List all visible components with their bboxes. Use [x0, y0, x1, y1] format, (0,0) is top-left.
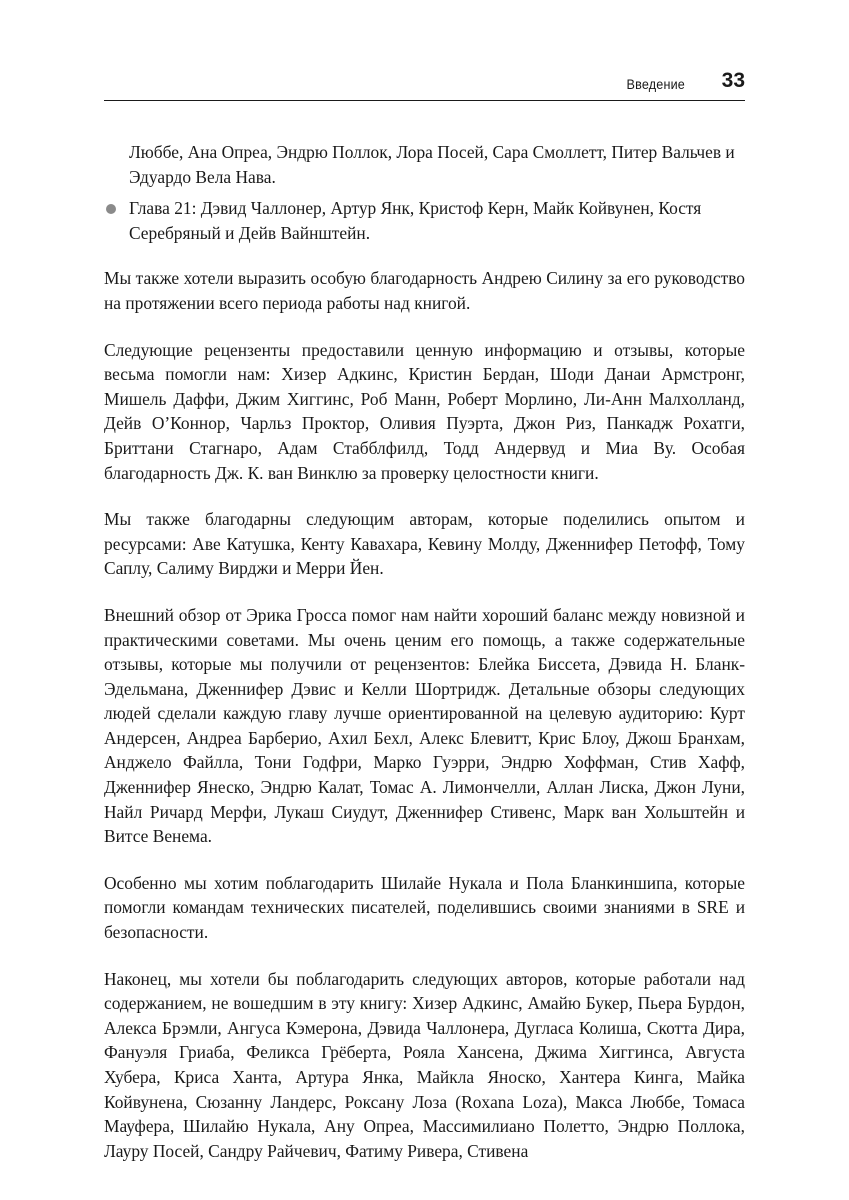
list-item: [104, 140, 745, 189]
list-item-text: Люббе, Ана Опреа, Эндрю Поллок, Лора Посей, Сара Смоллетт, Питер Вальчев и Эдуардо Вела Нава.: [129, 142, 735, 187]
section-title: Введение: [626, 76, 685, 92]
list-item-text: Глава 21: Дэвид Чаллонер, Артур Янк, Кристоф Керн, Майк Койвунен, Костя Серебряный и Дейв Вайнштейн.: [129, 198, 702, 243]
paragraph: Мы также благодарны следующим авторам, которые поделились опытом и ресурсами: Аве Катушка, Кенту Кавахара, Кевину Молду, Дженнифер Петофф, Тому Саплу, Салиму Вирджи и Мерри Йен.: [104, 509, 745, 579]
list-item: [104, 196, 745, 245]
page-number: 33: [721, 69, 745, 92]
bullet-icon: [106, 204, 116, 214]
paragraph: Следующие рецензенты предоставили ценную информацию и отзывы, которые весьма помогли нам: Хизер Адкинс, Кристин Бердан, Шоди Данаи Армстронг, Мишель Даффи, Джим Хиггинс, Роб Манн, Роберт Морлино, Ли-Анн Малхолланд, Дейв О’Коннор, Чарльз Проктор, Оливия Пуэрта, Джон Риз, Панкадж Рохатги, Бриттани Стагнаро, Адам Стабблфилд, Тодд Андервуд и Миа Ву. Особая благодарность Дж. К. ван Винклю за проверку целостности книги.: [104, 339, 745, 483]
paragraph: Особенно мы хотим поблагодарить Шилайе Нукала и Пола Бланкиншипа, которые помогли командам технических писателей, поделившись своими знаниями в SRE и безопасности.: [104, 872, 745, 943]
page-body: [104, 140, 745, 1163]
paragraph: Наконец, мы хотели бы поблагодарить следующих авторов, которые работали над содержанием, не вошедшим в эту книгу: Хизер Адкинс, Амайю Букер, Пьера Бурдон, Алекса Брэмли, Ангуса Кэмерона, Дэвида Чаллонера, Дугласа Колиша, Скотта Дира, Фануэля Гриаба, Феликса Грёберта, Рояла Хансена, Джима Хиггинса, Августа Хубера, Криса Ханта, Артура Янка, Майкла Яноско, Хантера Кинга, Майка Койвунена, Сюзанну Ландерс, Роксану Лоза (Roxana Loza), Макса Люббе, Томаса Мауфера, Шилайю Нукала, Ану Опреа, Массимилиано Полетто, Эндрю Поллока, Лауру Посей, Сандру Райчевич, Фатиму Ривера, Стивена: [104, 968, 745, 1161]
paragraph: Мы также хотели выразить особую благодарность Андрею Силину за его руководство на протяжении всего периода работы над книгой.: [104, 268, 745, 313]
paragraph: Внешний обзор от Эрика Гросса помог нам найти хороший баланс между новизной и практическими советами. Мы очень ценим его помощь, а также содержательные отзывы, которые мы получили от рецензентов: Блейка Биссета, Дэвида Н. Бланк-Эдельмана, Дженнифер Дэвис и Келли Шортридж. Детальные обзоры следующих людей сделали каждую главу лучше ориентированной на целевую аудиторию: Курт Андерсен, Андреа Барберио, Ахил Бехл, Алекс Блевитт, Крис Блоу, Джош Бранхам, Анджело Файлла, Тони Годфри, Марко Гуэрри, Эндрю Хоффман, Стив Хафф, Дженнифер Янеско, Эндрю Калат, Томас А. Лимончелли, Аллан Лиска, Джон Луни, Найл Ричард Мерфи, Лукаш Сиудут, Дженнифер Стивенс, Марк ван Хольштейн и Витсе Венема.: [104, 604, 745, 847]
running-header: [104, 70, 745, 101]
